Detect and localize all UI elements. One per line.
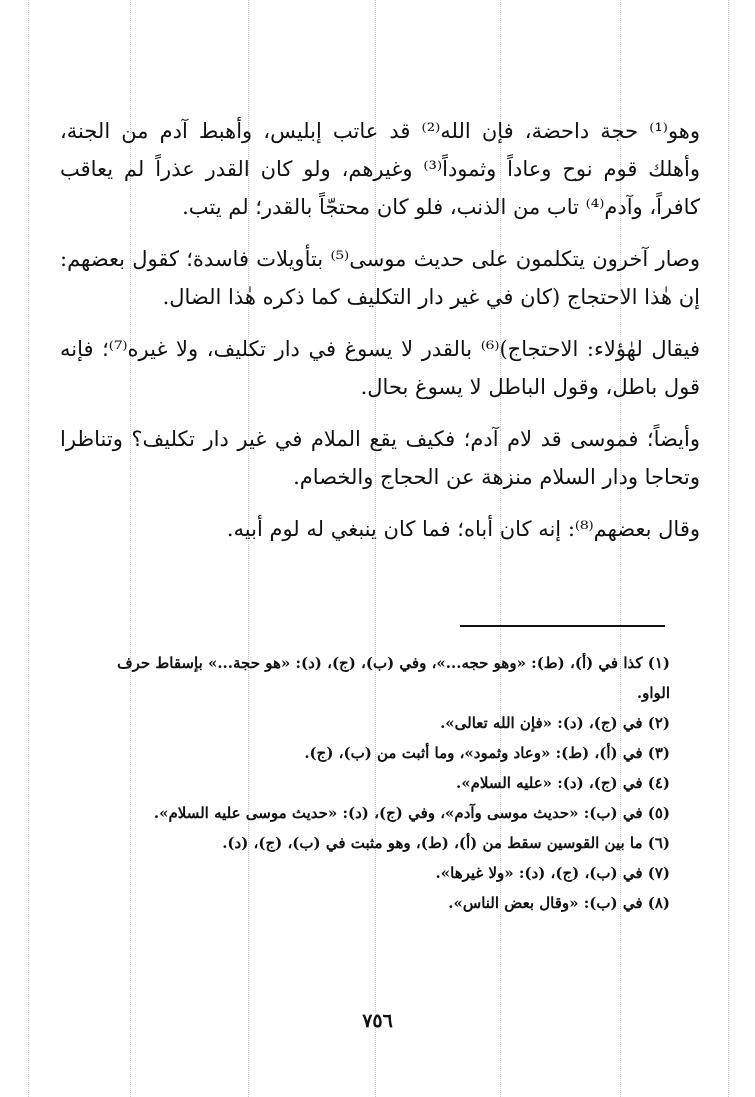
body-paragraph: فيقال لهٰؤلاء: الاحتجاج)⁽⁶⁾ بالقدر لا يسوغ في دار تكليف، ولا غيره⁽⁷⁾؛ فإنه قول باطل، وقول الباطل لا يسوغ بحال.: [60, 337, 700, 399]
footnote: (٤) في (ج)، (د): «عليه السلام».: [456, 774, 670, 792]
body-paragraph: وهو⁽¹⁾ حجة داحضة، فإن الله⁽²⁾ قد عاتب إبليس، وأهبط آدم من الجنة، وأهلك قوم نوح وعاداً وثموداً⁽³⁾ وغيرهم، ولو كان القدر عذراً لم يعاقب كافراً، وآدم⁽⁴⁾ تاب من الذنب، فلو كان محتجّاً بالقدر؛ لم يتب.: [60, 119, 701, 219]
footnote: (٧) في (ب)، (ج)، (د): «ولا غيرها».: [435, 864, 670, 882]
footnote: (٦) ما بين القوسين سقط من (أ)، (ط)، وهو مثبت في (ب)، (ج)، (د).: [222, 834, 670, 852]
footnotes: [90, 648, 670, 918]
footnote: (١) كذا في (أ)، (ط): «وهو حجه...»، وفي (ب)، (ج)، (د): «هو حجة...» بإسقاط حرف الواو.: [117, 654, 670, 702]
scan-line: [728, 0, 729, 1097]
footnote-divider: [460, 625, 665, 627]
footnote: (٨) في (ب): «وقال بعض الناس».: [448, 894, 670, 912]
body-paragraph: وقال بعضهم⁽⁸⁾: إنه كان أباه؛ فما كان ينبغي له لوم أبيه.: [226, 517, 700, 541]
body-paragraph: وأيضاً؛ فموسى قد لام آدم؛ فكيف يقع الملام في غير دار تكليف؟ وتناظرا وتحاجا ودار السلام منزهة عن الحجاج والخصام.: [60, 427, 700, 489]
footnote: (٣) في (أ)، (ط): «وعاد وثمود»، وما أثبت من (ب)، (ج).: [304, 744, 670, 762]
page-number: ٧٥٦: [362, 1010, 393, 1032]
footnote: (٥) في (ب): «حديث موسى وآدم»، وفي (ج)، (د): «حديث موسى عليه السلام».: [153, 804, 670, 822]
body-paragraph: وصار آخرون يتكلمون على حديث موسى⁽⁵⁾ بتأويلات فاسدة؛ كقول بعضهم: إن هٰذا الاحتجاج (كان في غير دار التكليف كما ذكره هٰذا الضال.: [60, 247, 700, 309]
main-text: [60, 112, 700, 562]
footnote: (٢) في (ج)، (د): «فإن الله تعالى».: [440, 714, 670, 732]
scan-line: [28, 0, 29, 1097]
